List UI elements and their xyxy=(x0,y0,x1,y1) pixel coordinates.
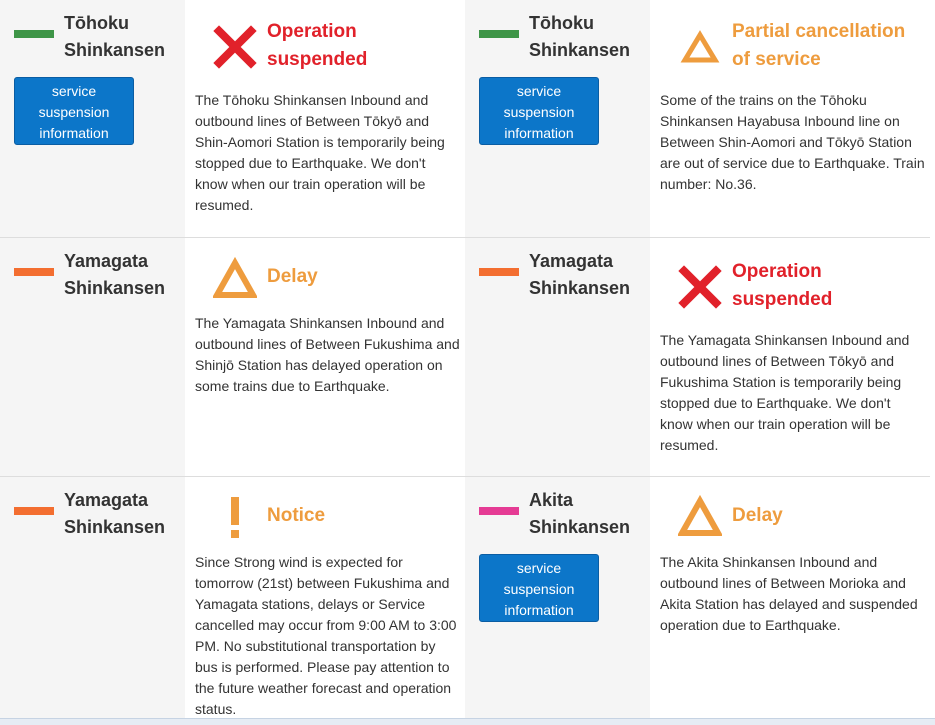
line-cell xyxy=(465,477,650,724)
status-description: The Akita Shinkansen Inbound and outbound lines of Between Morioka and Akita Station has delayed and suspended operation due to Earthquake. xyxy=(660,554,918,633)
line-name xyxy=(529,487,630,541)
tohoku-line-color-bar xyxy=(14,30,54,38)
status-title-part: Delay xyxy=(732,505,783,526)
button-label: suspension xyxy=(503,581,575,597)
line-name-part: Shinkansen xyxy=(529,517,631,537)
status-title-part: Partial cancellation xyxy=(732,21,906,42)
yamagata-line-color-bar xyxy=(14,268,54,276)
status-cell xyxy=(185,238,465,476)
status-description: Since Strong wind is expected for tomorrow (21st) between Fukushima and Yamagata stations, delays or Service cancelled may occur from 9:00 AM to 3:00 PM. No substitutional transportation by bus is performed. Please pay attention to the future weather forecast and operation status. xyxy=(195,554,457,717)
line-name-part: Shinkansen xyxy=(64,40,166,60)
status-title-part: Operation xyxy=(732,261,822,282)
tohoku-line-color-bar xyxy=(479,30,519,38)
warning-triangle-icon xyxy=(213,257,257,301)
status-description: The Yamagata Shinkansen Inbound and outbound lines of Between Tōkyō and Fukushima Station is temporarily being stopped due to Earthquake. We don't know when our train operation will be resumed. xyxy=(660,332,910,453)
line-name-part: Shinkansen xyxy=(529,278,631,298)
status-cell xyxy=(185,477,465,724)
button-label: service xyxy=(516,83,562,99)
line-name-part: Shinkansen xyxy=(64,517,166,537)
exclamation-icon xyxy=(213,495,257,539)
warning-triangle-icon xyxy=(678,495,722,539)
cross-icon xyxy=(678,265,722,309)
line-name xyxy=(64,487,165,541)
status-row xyxy=(0,238,930,477)
status-cell xyxy=(650,477,930,724)
service-suspension-information-button[interactable] xyxy=(14,77,134,145)
status-title xyxy=(732,502,783,530)
line-cell xyxy=(0,0,185,237)
line-name-part: Yamagata xyxy=(64,251,149,271)
service-suspension-information-button[interactable] xyxy=(479,554,599,622)
status-description: The Tōhoku Shinkansen Inbound and outbound lines of Between Tōkyō and Shin-Aomori Station is temporarily being stopped due to Earthquake. We don't know when our train operation will be resumed. xyxy=(195,92,445,213)
line-name-part: Shinkansen xyxy=(529,40,631,60)
line-name-part: Tōhoku xyxy=(64,13,129,33)
status-title xyxy=(732,18,905,74)
status-title xyxy=(267,502,325,530)
button-label: suspension xyxy=(38,104,110,120)
status-title xyxy=(267,18,367,74)
button-label: information xyxy=(504,125,574,141)
status-description: The Yamagata Shinkansen Inbound and outbound lines of Between Fukushima and Shinjō Station has delayed operation on some trains due to Earthquake. xyxy=(195,315,460,394)
status-title-part: Operation xyxy=(267,21,357,42)
line-name xyxy=(529,248,630,302)
line-cell xyxy=(465,238,650,476)
button-label: service xyxy=(516,560,562,576)
status-description: Some of the trains on the Tōhoku Shinkansen Hayabusa Inbound line on Between Shin-Aomori and Tōkyō Station are out of service due to Earthquake. Train number: No.36. xyxy=(660,92,925,192)
line-name xyxy=(64,248,165,302)
yamagata-line-color-bar xyxy=(14,507,54,515)
status-cell xyxy=(650,0,930,237)
status-title-part: Delay xyxy=(267,266,318,287)
line-name-part: Yamagata xyxy=(64,490,149,510)
status-row xyxy=(0,0,930,238)
status-cell xyxy=(650,238,930,476)
status-title-part: suspended xyxy=(267,49,368,70)
button-label: information xyxy=(39,125,109,141)
status-title xyxy=(732,258,832,314)
line-cell xyxy=(0,238,185,476)
warning-triangle-icon xyxy=(678,26,722,70)
button-label: service xyxy=(51,83,97,99)
line-name xyxy=(64,10,165,64)
line-name xyxy=(529,10,630,64)
line-name-part: Shinkansen xyxy=(64,278,166,298)
status-cell xyxy=(185,0,465,237)
status-title xyxy=(267,263,318,291)
cross-icon xyxy=(213,25,257,69)
service-suspension-information-button[interactable] xyxy=(479,77,599,145)
yamagata-line-color-bar xyxy=(479,268,519,276)
line-name-part: Akita xyxy=(529,490,574,510)
line-name-part: Yamagata xyxy=(529,251,614,271)
status-row xyxy=(0,477,930,724)
button-label: suspension xyxy=(503,104,575,120)
button-label: information xyxy=(504,602,574,618)
status-title-part: Notice xyxy=(267,505,326,526)
akita-line-color-bar xyxy=(479,507,519,515)
line-cell xyxy=(465,0,650,237)
status-title-part: suspended xyxy=(732,289,833,310)
line-name-part: Tōhoku xyxy=(529,13,594,33)
status-title-part: of service xyxy=(732,49,821,70)
line-cell xyxy=(0,477,185,724)
